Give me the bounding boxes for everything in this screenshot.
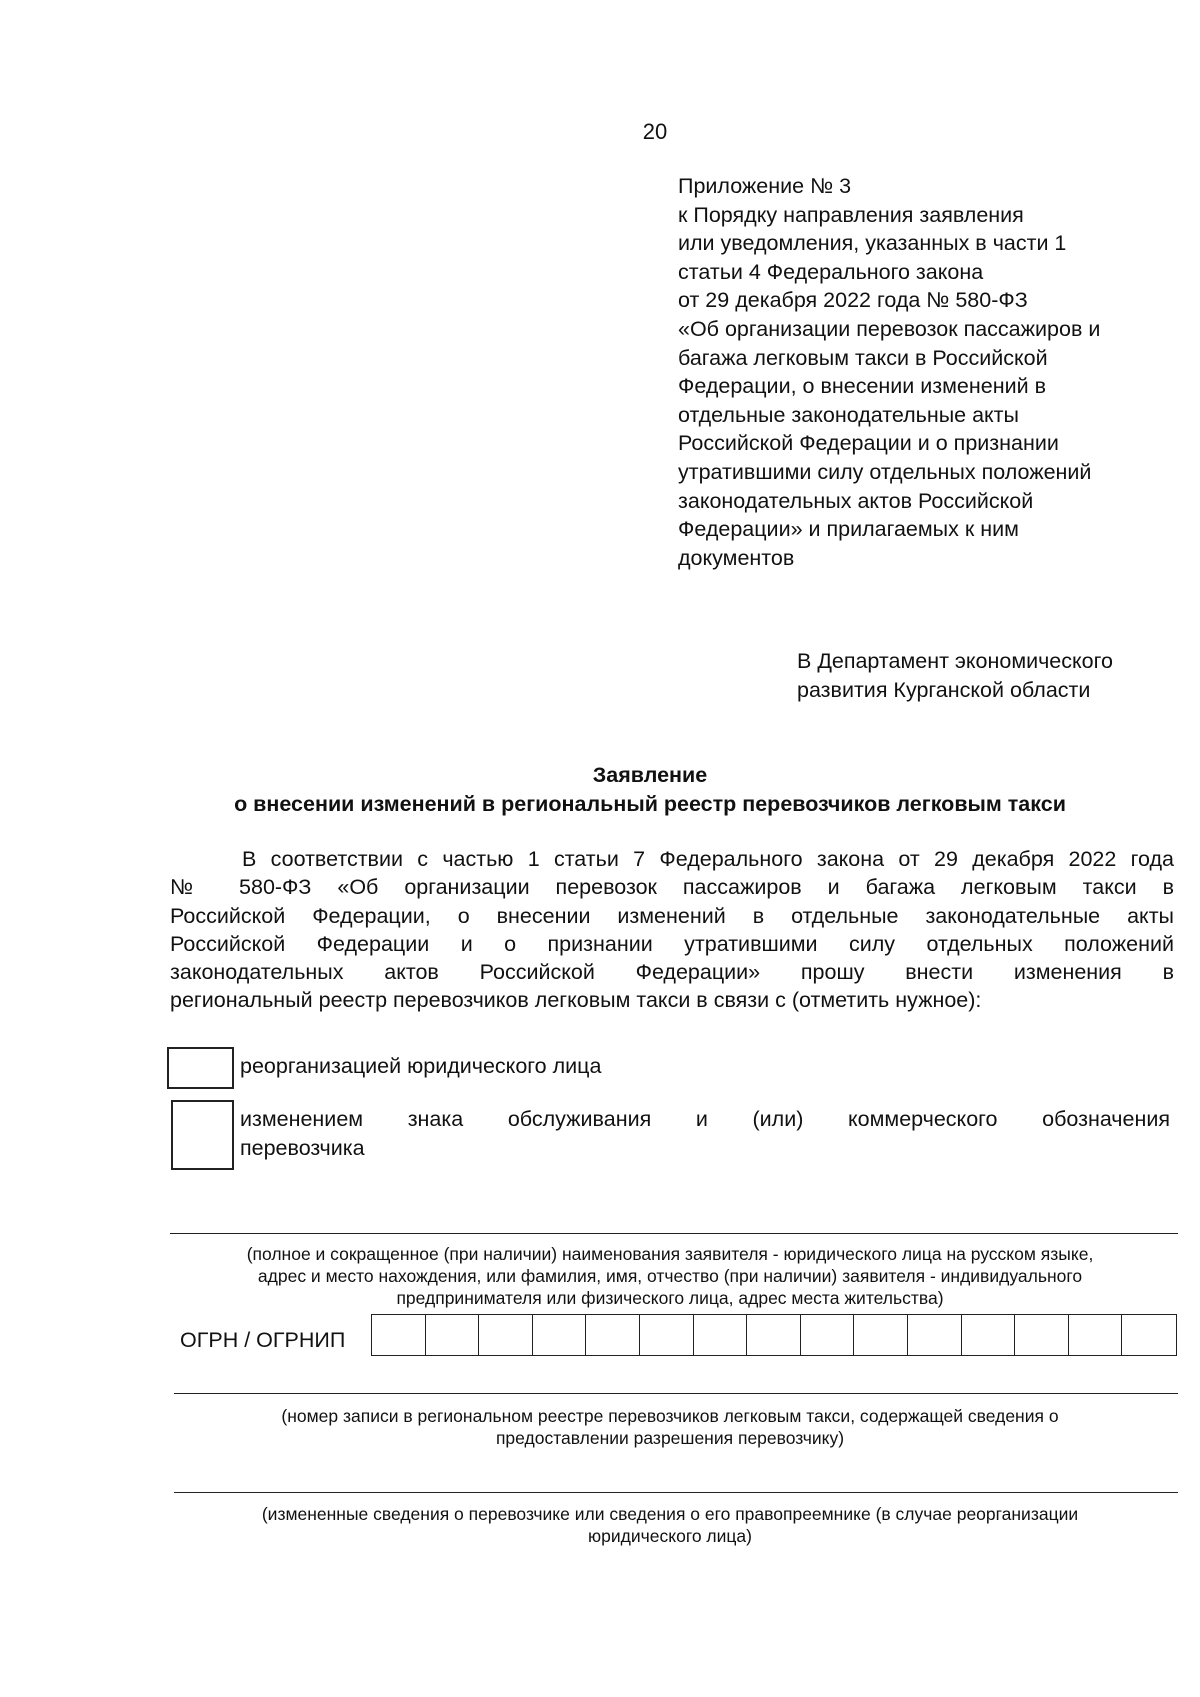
changes-caption (160, 1503, 1180, 1547)
appendix-line: к Порядку направления заявления (678, 202, 1024, 227)
registry-record-line[interactable] (174, 1393, 1178, 1394)
body-line: Российской Федерации, о внесении изменений в отдельные законодательные акты (170, 903, 1174, 928)
ogrn-label: ОГРН / ОГРНИП (180, 1328, 346, 1352)
ogrn-digit-cell[interactable] (479, 1315, 533, 1355)
ogrn-input-grid[interactable] (371, 1314, 1177, 1356)
document-title (150, 761, 1150, 819)
trademark-change-option-label (240, 1105, 1170, 1163)
reorganization-checkbox[interactable] (167, 1047, 234, 1089)
body-paragraph (170, 845, 1174, 1015)
ogrn-digit-cell[interactable] (1069, 1315, 1123, 1355)
option-line: изменением знака обслуживания и (или) коммерческого обозначения (240, 1107, 1170, 1131)
addressee (797, 647, 1177, 705)
applicant-caption (160, 1243, 1180, 1309)
ogrn-digit-cell[interactable] (1122, 1315, 1176, 1355)
caption-line: предоставлении разрешения перевозчику) (495, 1428, 845, 1448)
body-line: № 580-ФЗ «Об организации перевозок пассажиров и багажа легковым такси в (170, 875, 1174, 900)
appendix-line: Федерации» и прилагаемых к ним (678, 517, 1019, 542)
caption-line: юридического лица) (588, 1526, 752, 1546)
registry-caption (160, 1405, 1180, 1449)
trademark-change-checkbox[interactable] (171, 1100, 234, 1170)
appendix-line: Федерации, о внесении изменений в (678, 374, 1047, 399)
ogrn-digit-cell[interactable] (801, 1315, 855, 1355)
ogrn-digit-cell[interactable] (747, 1315, 801, 1355)
appendix-line: или уведомления, указанных в части 1 (678, 231, 1067, 256)
addressee-line: В Департамент экономического (797, 649, 1113, 673)
ogrn-digit-cell[interactable] (1015, 1315, 1069, 1355)
reorganization-option-label: реорганизацией юридического лица (240, 1054, 602, 1078)
ogrn-digit-cell[interactable] (533, 1315, 587, 1355)
ogrn-digit-cell[interactable] (908, 1315, 962, 1355)
body-line: В соответствии с частью 1 статьи 7 Федерального закона от 29 декабря 2022 года (242, 847, 1174, 871)
appendix-line: Приложение № 3 (678, 174, 852, 198)
caption-line: адрес и место нахождения, или фамилия, имя, отчество (при наличии) заявителя - индивидуального (257, 1266, 1083, 1286)
caption-line: (полное и сокращенное (при наличии) наименования заявителя - юридического лица на русском языке, (246, 1244, 1094, 1264)
ogrn-digit-cell[interactable] (426, 1315, 480, 1355)
changed-info-line[interactable] (174, 1492, 1178, 1493)
addressee-line: развития Курганской области (797, 678, 1091, 702)
caption-line: (измененные сведения о перевозчике или сведения о его правопреемнике (в случае реорганизации (261, 1504, 1079, 1524)
title-heading: Заявление (592, 763, 708, 787)
ogrn-digit-cell[interactable] (694, 1315, 748, 1355)
ogrn-digit-cell[interactable] (962, 1315, 1016, 1355)
ogrn-digit-cell[interactable] (640, 1315, 694, 1355)
title-subheading: о внесении изменений в региональный реестр перевозчиков легковым такси (234, 792, 1066, 816)
appendix-line: документов (678, 545, 795, 570)
ogrn-digit-cell[interactable] (372, 1315, 426, 1355)
ogrn-digit-cell[interactable] (854, 1315, 908, 1355)
appendix-line: статьи 4 Федерального закона (678, 259, 984, 284)
body-line: Российской Федерации и о признании утратившими силу отдельных положений (170, 931, 1174, 956)
ogrn-digit-cell[interactable] (586, 1315, 640, 1355)
appendix-line: утратившими силу отдельных положений (678, 459, 1092, 484)
caption-line: (номер записи в региональном реестре перевозчиков легковым такси, содержащей сведения о (281, 1406, 1059, 1426)
body-line: региональный реестр перевозчиков легковым такси в связи с (отметить нужное): (170, 988, 982, 1013)
appendix-line: Российской Федерации и о признании (678, 431, 1059, 456)
appendix-header (678, 172, 1178, 572)
applicant-name-line[interactable] (170, 1233, 1178, 1234)
appendix-line: законодательных актов Российской (678, 488, 1034, 513)
body-line: законодательных актов Российской Федерации» прошу внести изменения в (170, 960, 1174, 985)
appendix-line: от 29 декабря 2022 года № 580-ФЗ (678, 288, 1028, 313)
appendix-line: багажа легковым такси в Российской (678, 345, 1048, 370)
page-number: 20 (642, 119, 668, 144)
appendix-line: «Об организации перевозок пассажиров и (678, 316, 1101, 341)
caption-line: предпринимателя или физического лица, адрес места жительства) (396, 1288, 944, 1308)
option-line: перевозчика (240, 1136, 365, 1160)
appendix-line: отдельные законодательные акты (678, 402, 1019, 427)
